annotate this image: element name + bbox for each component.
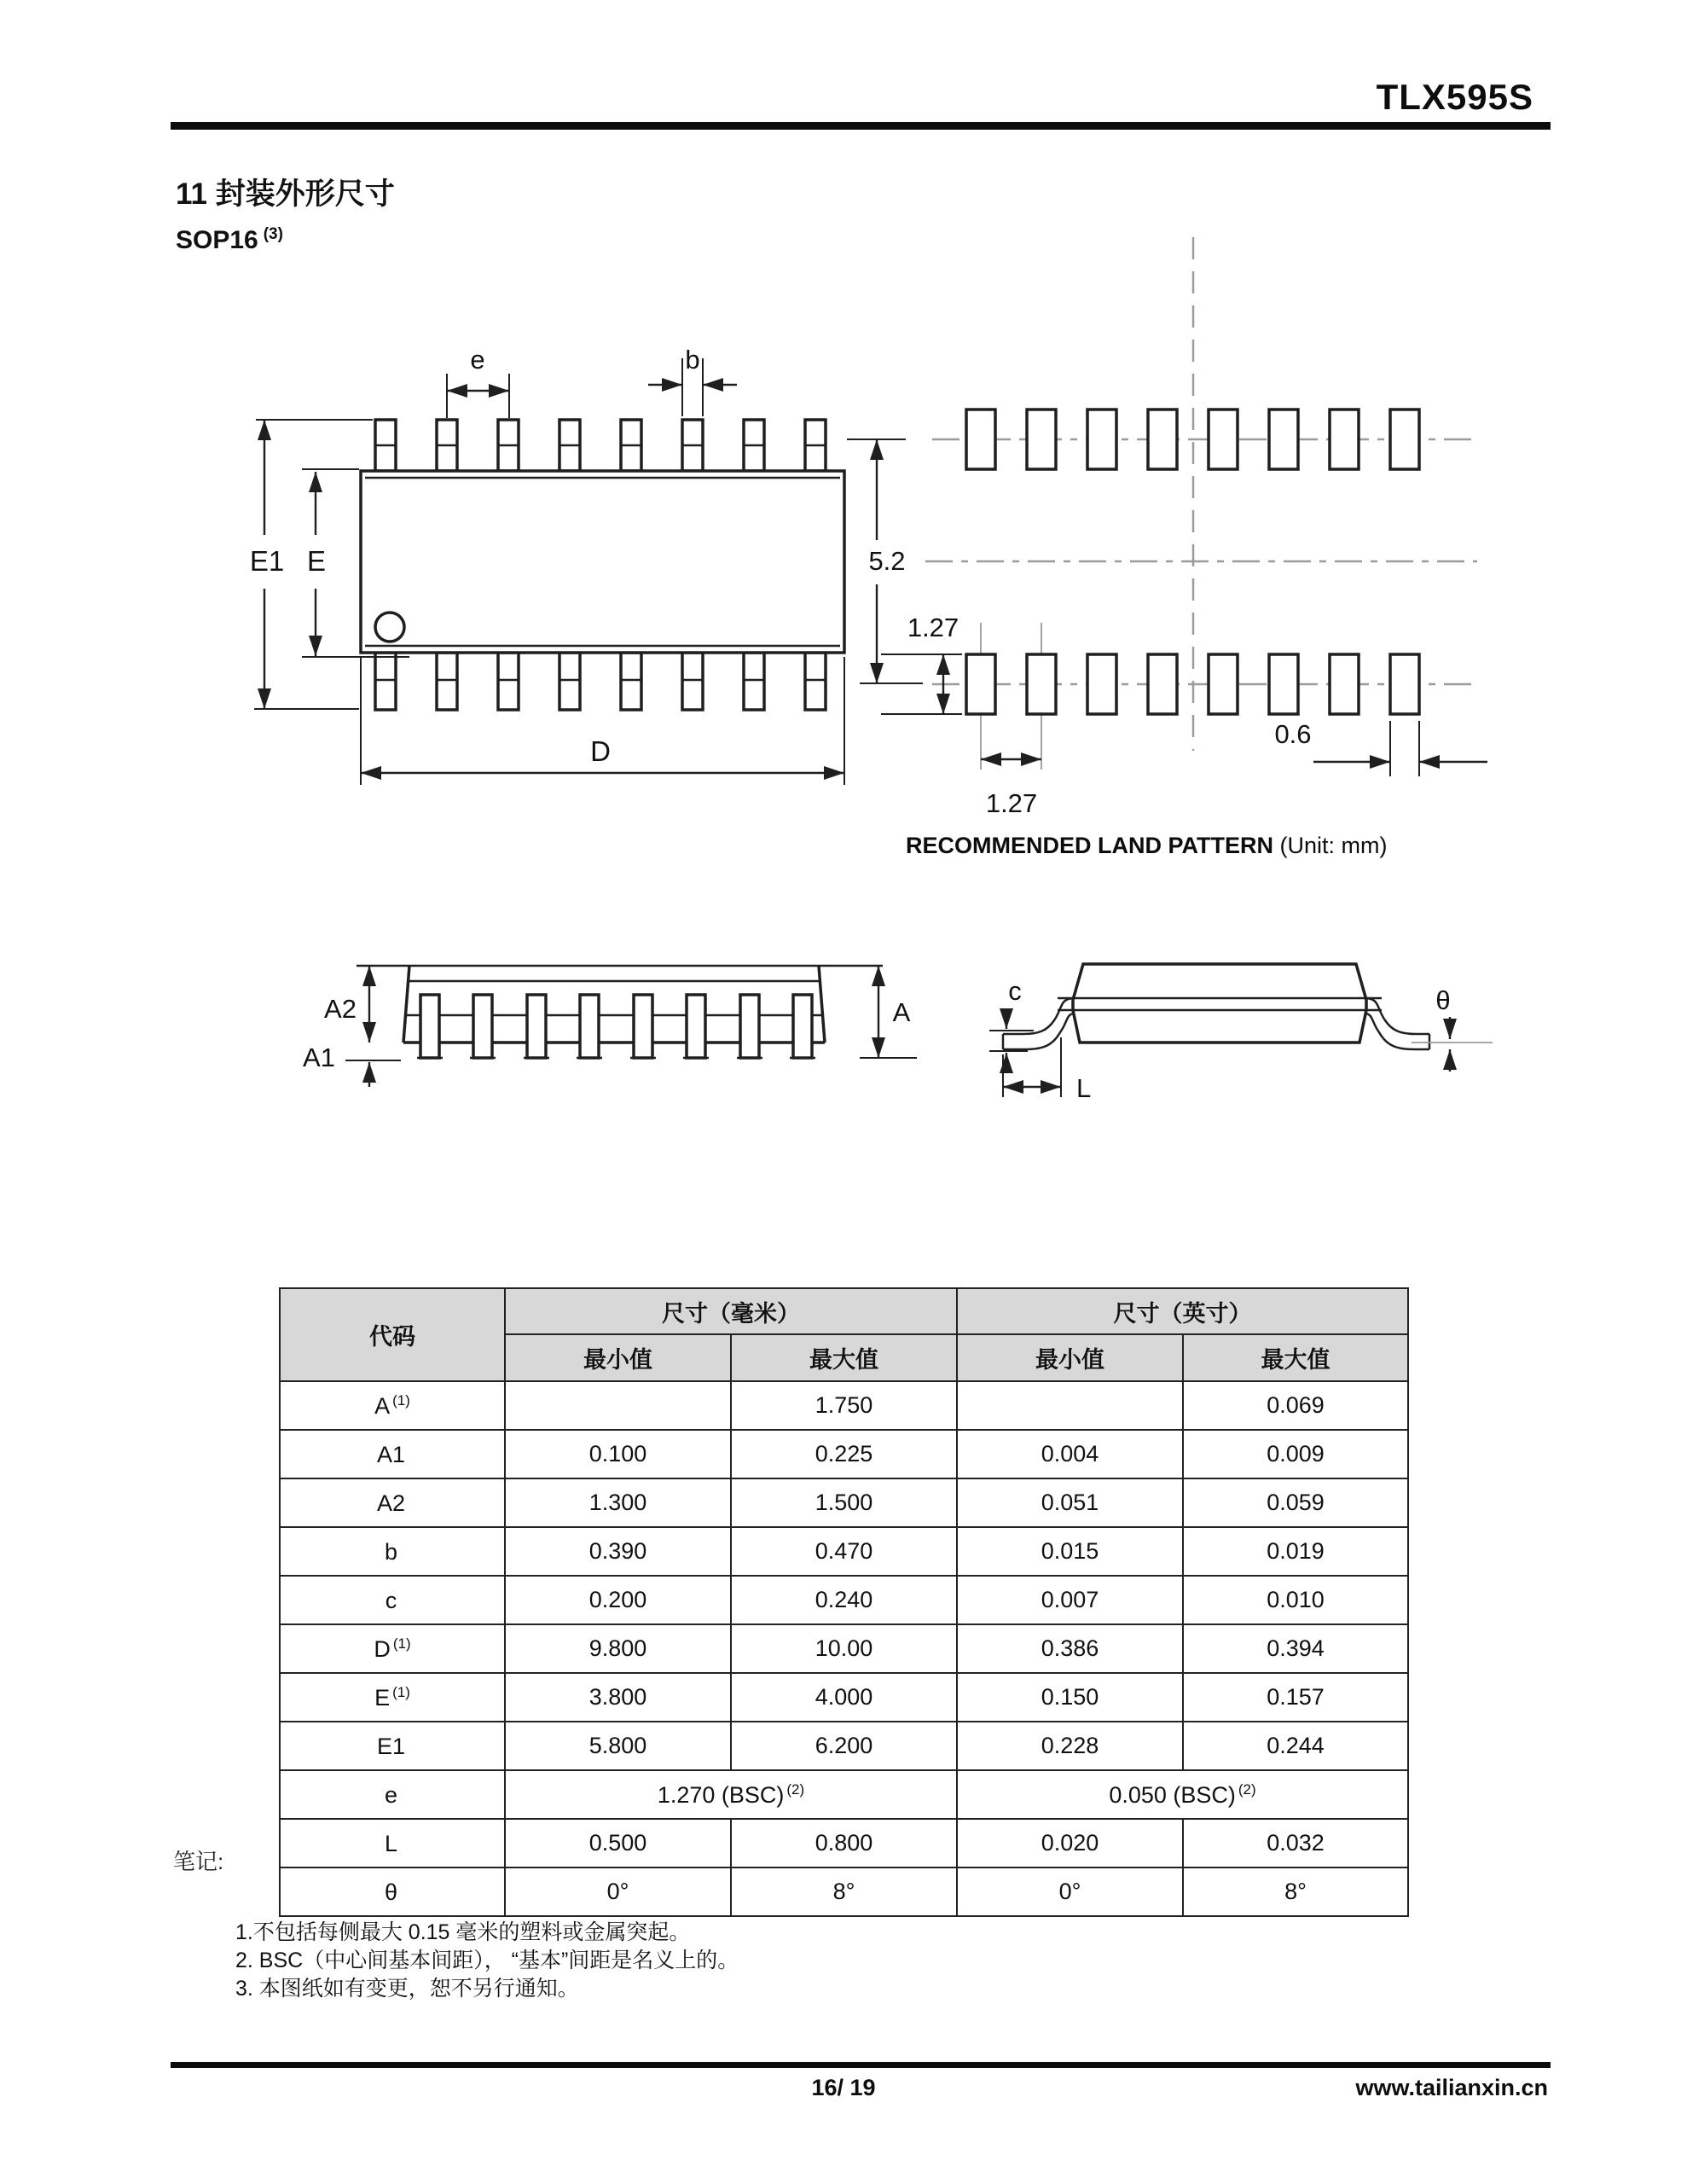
table-cell: 0.157 [1183, 1673, 1408, 1722]
dim-label-body-length-d: D [590, 735, 611, 767]
table-cell: 0.059 [1183, 1478, 1408, 1527]
col-header-mm: 尺寸（毫米） [505, 1288, 957, 1334]
table-cell: 10.00 [731, 1624, 957, 1673]
table-cell: 5.800 [505, 1722, 731, 1770]
table-cell: 0.007 [957, 1576, 1183, 1624]
table-cell: 0.015 [957, 1527, 1183, 1576]
table-cell: c [280, 1576, 505, 1624]
table-cell: 0.244 [1183, 1722, 1408, 1770]
table-cell: 1.750 [731, 1381, 957, 1430]
table-cell: 1.500 [731, 1478, 957, 1527]
table-cell: 0.010 [1183, 1576, 1408, 1624]
table-cell: 0.050 (BSC) $^{(2)}$ [957, 1770, 1408, 1819]
table-cell: 0.100 [505, 1430, 731, 1478]
package-note-ref: (3) [263, 225, 283, 243]
col-header-mm-min: 最小值 [505, 1334, 731, 1381]
table-row [280, 1624, 1408, 1673]
table-cell: E1 [280, 1722, 505, 1770]
table-cell: e [280, 1770, 505, 1819]
table-row [280, 1819, 1408, 1867]
website-text: www.tailianxin.cn [1355, 2075, 1548, 2100]
package-side-view-drawing [989, 964, 1493, 1103]
table-cell: 0.069 [1183, 1381, 1408, 1430]
table-cell: 0° [505, 1867, 731, 1916]
table-cell: 0.051 [957, 1478, 1183, 1527]
land-pattern-caption-title: RECOMMENDED LAND PATTERN [906, 833, 1273, 858]
table-cell: 6.200 [731, 1722, 957, 1770]
package-front-view-drawing [303, 966, 917, 1087]
table-cell: 8° [1183, 1867, 1408, 1916]
table-cell: L [280, 1819, 505, 1867]
table-cell: 0.470 [731, 1527, 957, 1576]
table-cell: 4.000 [731, 1673, 957, 1722]
table-row [280, 1673, 1408, 1722]
table-cell: 0° [957, 1867, 1183, 1916]
table-row [280, 1430, 1408, 1478]
land-dim-row-spacing: 5.2 [868, 546, 906, 576]
footer-rule [171, 2062, 1551, 2068]
table-row [280, 1867, 1408, 1916]
table-row [280, 1527, 1408, 1576]
dimension-table [279, 1287, 1409, 1917]
col-header-in-max: 最大值 [1183, 1334, 1408, 1381]
dim-label-lead-width-b: b [685, 345, 700, 375]
table-header-row-1 [280, 1288, 1408, 1334]
dim-label-a: A [892, 997, 911, 1027]
dim-label-theta: θ [1435, 985, 1451, 1015]
page-number: 16/ 19 [811, 2075, 876, 2100]
col-header-in-min: 最小值 [957, 1334, 1183, 1381]
land-dim-pad-pitch: 1.27 [985, 788, 1038, 818]
table-cell: 0.390 [505, 1527, 731, 1576]
table-cell: 0.500 [505, 1819, 731, 1867]
dim-label-e1-width: E1 [249, 545, 285, 577]
table-cell: 0.225 [731, 1430, 957, 1478]
note-line: 3. 本图纸如有变更，恕不另行通知。 [235, 1977, 579, 2001]
table-cell: 0.019 [1183, 1527, 1408, 1576]
table-cell: 0.020 [957, 1819, 1183, 1867]
note-line: 1.不包括每侧最大 0.15 毫米的塑料或金属突起。 [235, 1920, 691, 1944]
table-cell: 0.004 [957, 1430, 1183, 1478]
table-cell: 0.386 [957, 1624, 1183, 1673]
land-pattern-drawing [847, 237, 1487, 818]
table-cell: E $^{(1)}$ [280, 1673, 505, 1722]
table-cell: 0.800 [731, 1819, 957, 1867]
package-name-text: SOP16 [176, 226, 258, 254]
pin1-indicator [375, 613, 404, 642]
table-cell: θ [280, 1867, 505, 1916]
col-header-mm-max: 最大值 [731, 1334, 957, 1381]
table-cell: b [280, 1527, 505, 1576]
table-row-e-bsc [280, 1770, 1408, 1819]
section-title: 11 封装外形尺寸 [176, 177, 395, 211]
table-cell: 9.800 [505, 1624, 731, 1673]
land-pattern-caption-unit: (Unit: mm) [1273, 833, 1388, 858]
dim-label-c: c [1008, 976, 1022, 1006]
dim-label-l: L [1076, 1073, 1092, 1103]
table-cell: 0.394 [1183, 1624, 1408, 1673]
table-cell: 0.228 [957, 1722, 1183, 1770]
dim-label-e-width: E [306, 545, 327, 577]
note-line: 2. BSC（中心间基本间距）， “基本”间距是名义上的。 [235, 1949, 739, 1972]
table-cell: 3.800 [505, 1673, 731, 1722]
table-row [280, 1722, 1408, 1770]
table-cell: 0.200 [505, 1576, 731, 1624]
table-cell: A $^{(1)}$ [280, 1381, 505, 1430]
table-cell: 0.240 [731, 1576, 957, 1624]
page-title: TLX595S [1376, 77, 1533, 117]
table-cell [505, 1381, 731, 1430]
table-cell: 0.150 [957, 1673, 1183, 1722]
dim-label-pitch-e: e [470, 345, 485, 375]
col-header-inch: 尺寸（英寸） [957, 1288, 1408, 1334]
table-cell: D $^{(1)}$ [280, 1624, 505, 1673]
table-cell: A2 [280, 1478, 505, 1527]
table-cell: 1.300 [505, 1478, 731, 1527]
land-dim-pad-width: 0.6 [1274, 719, 1312, 749]
package-top-view-drawing [250, 345, 844, 785]
dim-label-a2: A2 [324, 994, 357, 1024]
notes-label: 笔记: [173, 1849, 224, 1874]
table-cell [957, 1381, 1183, 1430]
table-row [280, 1381, 1408, 1430]
table-row [280, 1576, 1408, 1624]
table-row [280, 1478, 1408, 1527]
dim-label-a1: A1 [303, 1043, 335, 1072]
table-cell: 8° [731, 1867, 957, 1916]
table-cell: A1 [280, 1430, 505, 1478]
table-cell: 1.270 (BSC) $^{(2)}$ [505, 1770, 957, 1819]
notes-list [235, 1919, 739, 2003]
col-header-code: 代码 [280, 1288, 505, 1381]
table-cell: 0.009 [1183, 1430, 1408, 1478]
table-cell: 0.032 [1183, 1819, 1408, 1867]
land-dim-pad-height: 1.27 [907, 613, 959, 642]
land-pattern-caption [906, 833, 1387, 859]
